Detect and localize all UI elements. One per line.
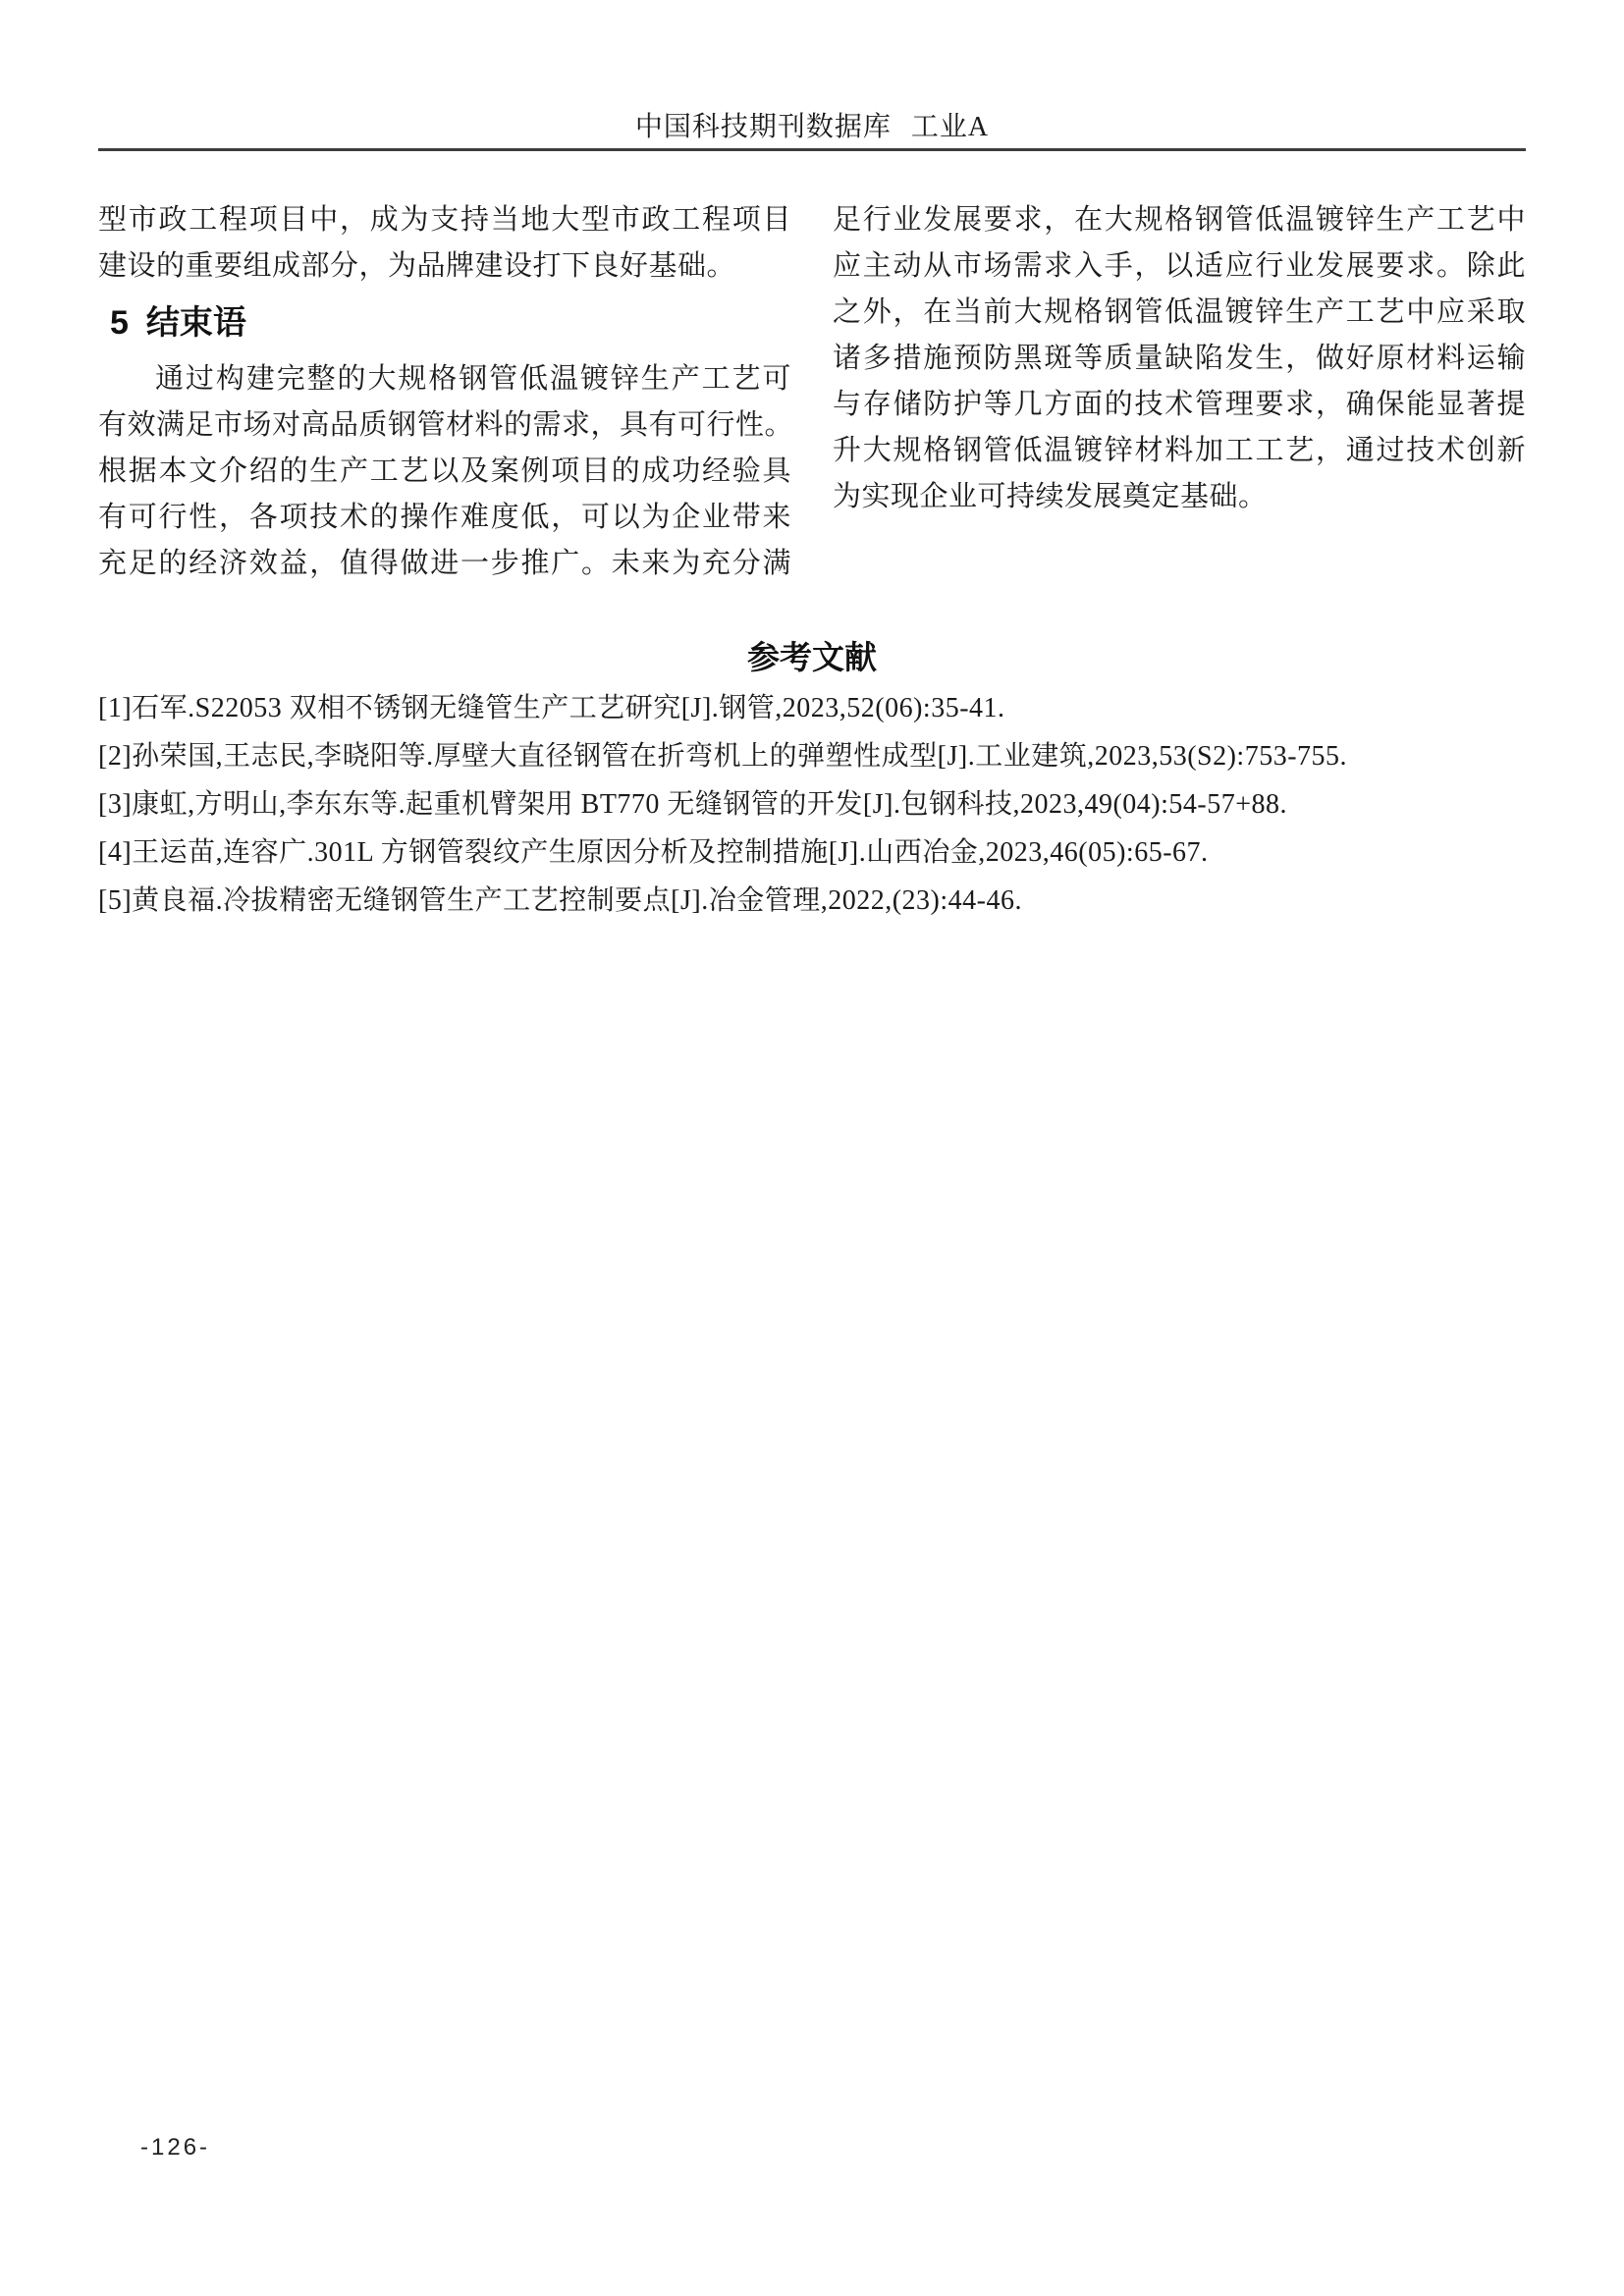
body-text-line: 之外，在当前大规格钢管低温镀锌生产工艺中应采取 bbox=[833, 296, 1526, 328]
article-body bbox=[98, 197, 1526, 587]
reference-entry: [1]石军.S22053 双相不锈钢无缝管生产工艺研究[J].钢管,2023,52(06):35-41. bbox=[98, 693, 1005, 723]
reference-entry: [3]康虹,方明山,李东东等.起重机臂架用 BT770 无缝钢管的开发[J].包钢科技,2023,49(04):54-57+88. bbox=[98, 789, 1288, 820]
references-heading: 参考文献 bbox=[747, 639, 877, 675]
body-text-line: 型市政工程项目中，成为支持当地大型市政工程项目 bbox=[98, 204, 791, 236]
page-number: -126- bbox=[140, 2134, 211, 2161]
reference-entry: [5]黄良福.冷拔精密无缝钢管生产工艺控制要点[J].冶金管理,2022,(23):44-46. bbox=[98, 885, 1022, 916]
body-text-line: 充足的经济效益，值得做进一步推广。未来为充分满 bbox=[98, 548, 791, 579]
section-number: 5 bbox=[110, 304, 129, 342]
section-heading-conclusion bbox=[98, 290, 791, 356]
body-text-line: 建设的重要组成部分，为品牌建设打下良好基础。 bbox=[98, 250, 736, 282]
section-title: 结束语 bbox=[145, 304, 246, 342]
body-text-line: 通过构建完整的大规格钢管低温镀锌生产工艺可 bbox=[155, 363, 791, 395]
references-section bbox=[98, 633, 1526, 925]
reference-entry: [4]王运苗,连容广.301L 方钢管裂纹产生原因分析及控制措施[J].山西冶金,2023,46(05):65-67. bbox=[98, 837, 1209, 868]
body-text-line: 有效满足市场对高品质钢管材料的需求，具有可行性。 bbox=[98, 409, 794, 441]
reference-entry: [2]孙荣国,王志民,李晓阳等.厚壁大直径钢管在折弯机上的弹塑性成型[J].工业建筑,2023,53(S2):753-755. bbox=[98, 741, 1348, 772]
right-column bbox=[833, 197, 1526, 587]
body-text-line: 足行业发展要求，在大规格钢管低温镀锌生产工艺中 bbox=[833, 204, 1526, 236]
body-text-line: 与存储防护等几方面的技术管理要求，确保能显著提 bbox=[833, 389, 1526, 420]
body-text-line: 为实现企业可持续发展奠定基础。 bbox=[833, 481, 1268, 512]
journal-header-title: 中国科技期刊数据库 工业A bbox=[634, 112, 990, 142]
body-text-line: 根据本文介绍的生产工艺以及案例项目的成功经验具 bbox=[98, 455, 791, 487]
header-rule bbox=[98, 148, 1526, 151]
body-text-line: 有可行性，各项技术的操作难度低，可以为企业带来 bbox=[98, 502, 791, 533]
body-text-line: 应主动从市场需求入手，以适应行业发展要求。除此 bbox=[833, 250, 1526, 282]
body-text-line: 诸多措施预防黑斑等质量缺陷发生，做好原材料运输 bbox=[833, 343, 1526, 374]
body-text-line: 升大规格钢管低温镀锌材料加工工艺，通过技术创新 bbox=[833, 435, 1526, 466]
left-column bbox=[98, 197, 794, 587]
references-list bbox=[98, 684, 1526, 925]
